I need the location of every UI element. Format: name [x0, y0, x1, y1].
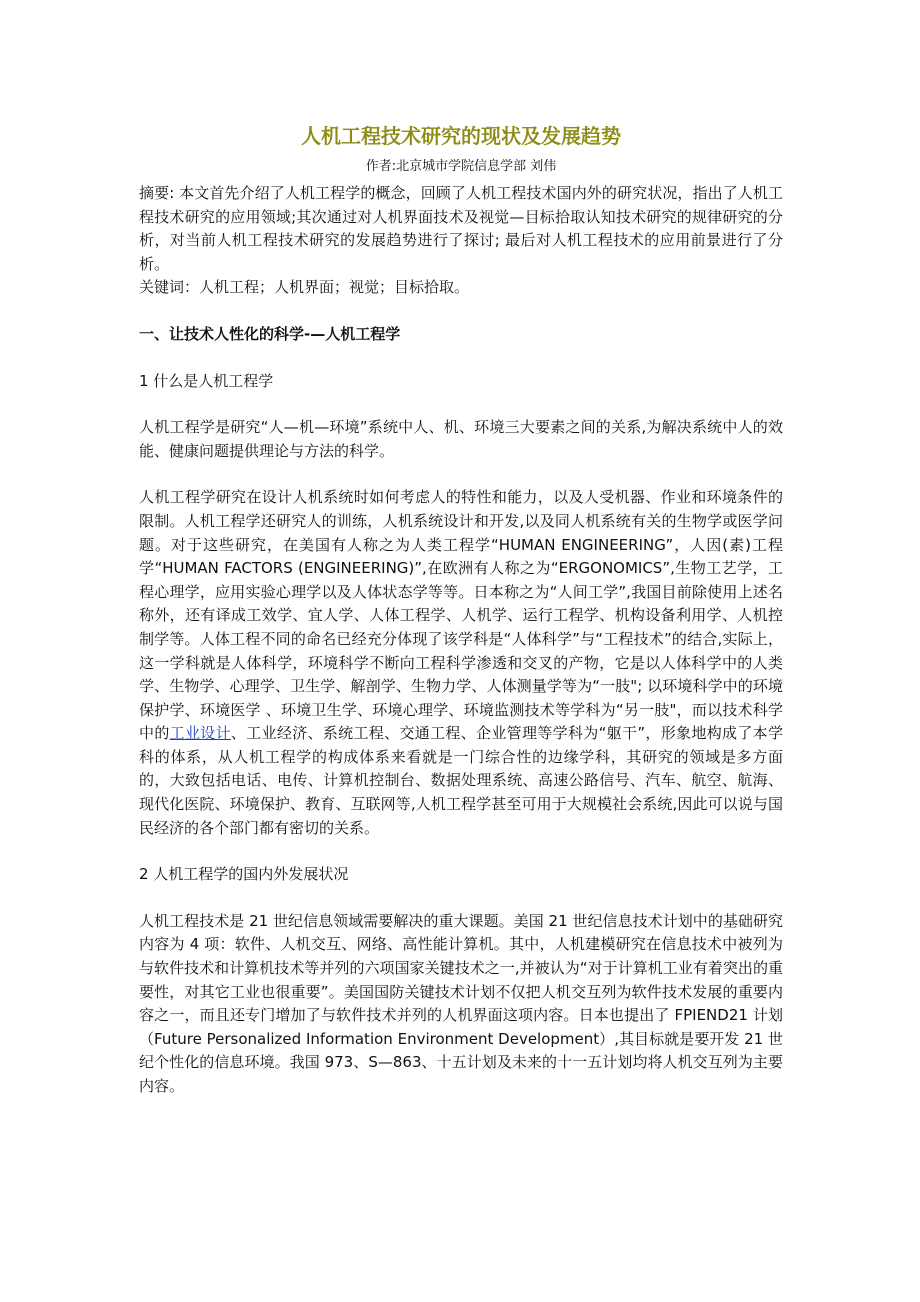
subsection-heading: 2 人机工程学的国内外发展状况	[139, 865, 349, 884]
spacer	[139, 347, 783, 370]
paragraph-text: 人机工程学研究在设计人机系统时如何考虑人的特性和能力，以及人受机器、作业和环境条件的限制。人机工程学还研究人的训练，人机系统设计和开发,以及同人机系统有关的生物学或医学问题。对于这些研究，在美国有人称之为人类工程学“HUMAN ENGINEERING”，人因(素)工程学“HUMAN FACTORS (ENGINEERING)”,在欧洲有人称之为“ERGONOMICS”,生物工艺学，工程心理学，应用实验心理学以及人体状态学等等。日本称之为“人间工学”,我国目前除使用上述名称外，还有译成工效学、宜人学、人体工程学、人机学、运行工程学、机构设备利用学、人机控制学等。人体工程不同的命名已经充分体现了该学科是“人体科学”与“工程技术”的结合,实际上，这一学科就是人体科学，环境科学不断向工程科学渗透和交叉的产物，它是以人体科学中的人类学、生物学、心理学、卫生学、解剖学、生物力学、人体测量学等为“一肢"; 以环境科学中的环境保护学、环境医学 、环境卫生学、环境心理学、环境监测技术等学科为“另一肢"，而以技术科学中的	[139, 488, 783, 743]
spacer	[139, 887, 783, 910]
body-paragraph	[139, 486, 783, 840]
document-title: 人机工程技术研究的现状及发展趋势	[301, 124, 621, 148]
spacer	[139, 463, 783, 486]
paragraph-text: 、工业经济、系统工程、交通工程、企业管理等学科为“躯干”，形象地构成了本学科的体系，从人机工程学的构成体系来看就是一门综合性的边缘学科，其研究的领域是多方面的，大致包括电话、电传、计算机控制台、数据处理系统、高速公路信号、汽车、航空、航海、现代化医院、环境保护、教育、互联网等,人机工程学甚至可用于大规模社会系统,因此可以说与国民经济的各个部门都有密切的关系。	[139, 724, 783, 837]
section-heading: 一、让技术人性化的科学-—人机工程学	[139, 324, 401, 343]
spacer	[139, 300, 783, 323]
keywords-line: 关键词：人机工程；人机界面；视觉；目标拾取。	[139, 278, 470, 297]
subsection-heading: 1 什么是人机工程学	[139, 371, 274, 390]
spacer	[139, 840, 783, 863]
abstract-paragraph: 摘要: 本文首先介绍了人机工程学的概念，回顾了人机工程技术国内外的研究状况，指出了人机工程技术研究的应用领域;其次通过对人机界面技术及视觉—目标拾取认知技术研究的规律研究的分析，对当前人机工程技术研究的发展趋势进行了探讨; 最后对人机工程技术的应用前景进行了分析。	[139, 184, 783, 273]
industrial-design-link[interactable]: 工业设计	[169, 724, 231, 743]
body-paragraph: 人机工程技术是 21 世纪信息领域需要解决的重大课题。美国 21 世纪信息技术计划中的基础研究内容为 4 项：软件、人机交互、网络、高性能计算机。其中，人机建模研究在信息技术中被列为与软件技术和计算机技术等并列的六项国家关键技术之一,并被认为“对于计算机工业有着突出的重要性，对其它工业也很重要”。美国国防关键技术计划不仅把人机交互列为软件技术发展的重要内容之一，而且还专门增加了与软件技术并列的人机界面这项内容。日本也提出了 FPIEND21 计划（Future Personalized Information Environment Development）,其目标就是要开发 21 世纪个性化的信息环境。我国 973、S—863、十五计划及未来的十一五计划均将人机交互列为主要内容。	[139, 911, 783, 1095]
author-line: 作者:北京城市学院信息学部 刘伟	[365, 159, 557, 174]
body-paragraph: 人机工程学是研究“人—机—环境”系统中人、机、环境三大要素之间的关系,为解决系统中人的效能、健康问题提供理论与方法的科学。	[139, 418, 783, 460]
spacer	[139, 393, 783, 416]
